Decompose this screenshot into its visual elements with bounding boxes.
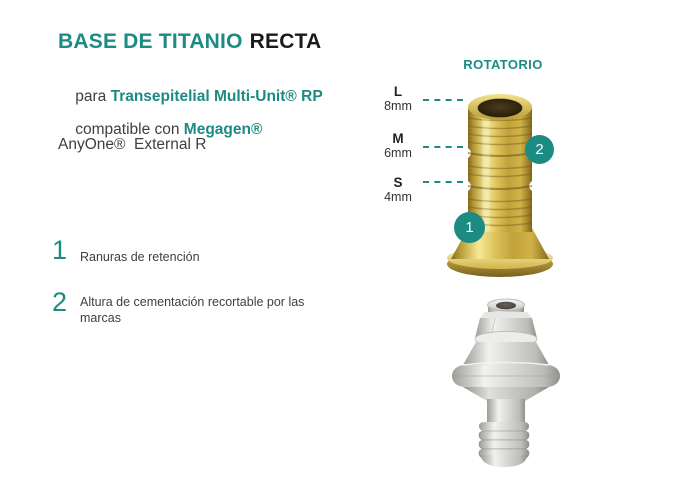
legend-item-1-number: 1 [52,235,68,265]
callout-1: 1 [454,212,485,243]
titanium-base-gold-illustration [438,82,562,282]
subtitle2-prefix: compatible con [75,121,184,138]
orientation-label: ROTATORIO [463,57,543,72]
legend-item-2-text: Altura de cementación recortable por las marcas [80,295,305,326]
measurement-M-size: M [392,131,404,146]
measurement-L-size: L [393,84,403,99]
measurement-M [376,132,420,161]
page-title-accent: RECTA [249,30,322,53]
subtitle-system: AnyOne® External R [58,136,207,153]
subtitle2-brand: Megagen® [183,121,263,138]
measurement-M-value: 6mm [384,146,412,160]
page-title-main: BASE DE TITANIO [58,30,243,53]
measurement-L [376,85,420,114]
legend-item-2-number: 2 [52,287,68,317]
subtitle1-product: Transepitelial Multi-Unit® RP [110,88,323,105]
measurement-S-value: 4mm [384,190,412,204]
measurement-S [376,176,420,205]
page-title [58,30,321,54]
legend-item-1-text: Ranuras de retención [80,250,200,264]
measurement-L-value: 8mm [384,99,412,113]
multi-unit-abutment-silver-illustration [448,296,564,476]
callout-2: 2 [525,135,554,164]
measurement-S-size: S [393,175,403,190]
subtitle1-prefix: para [75,88,111,105]
